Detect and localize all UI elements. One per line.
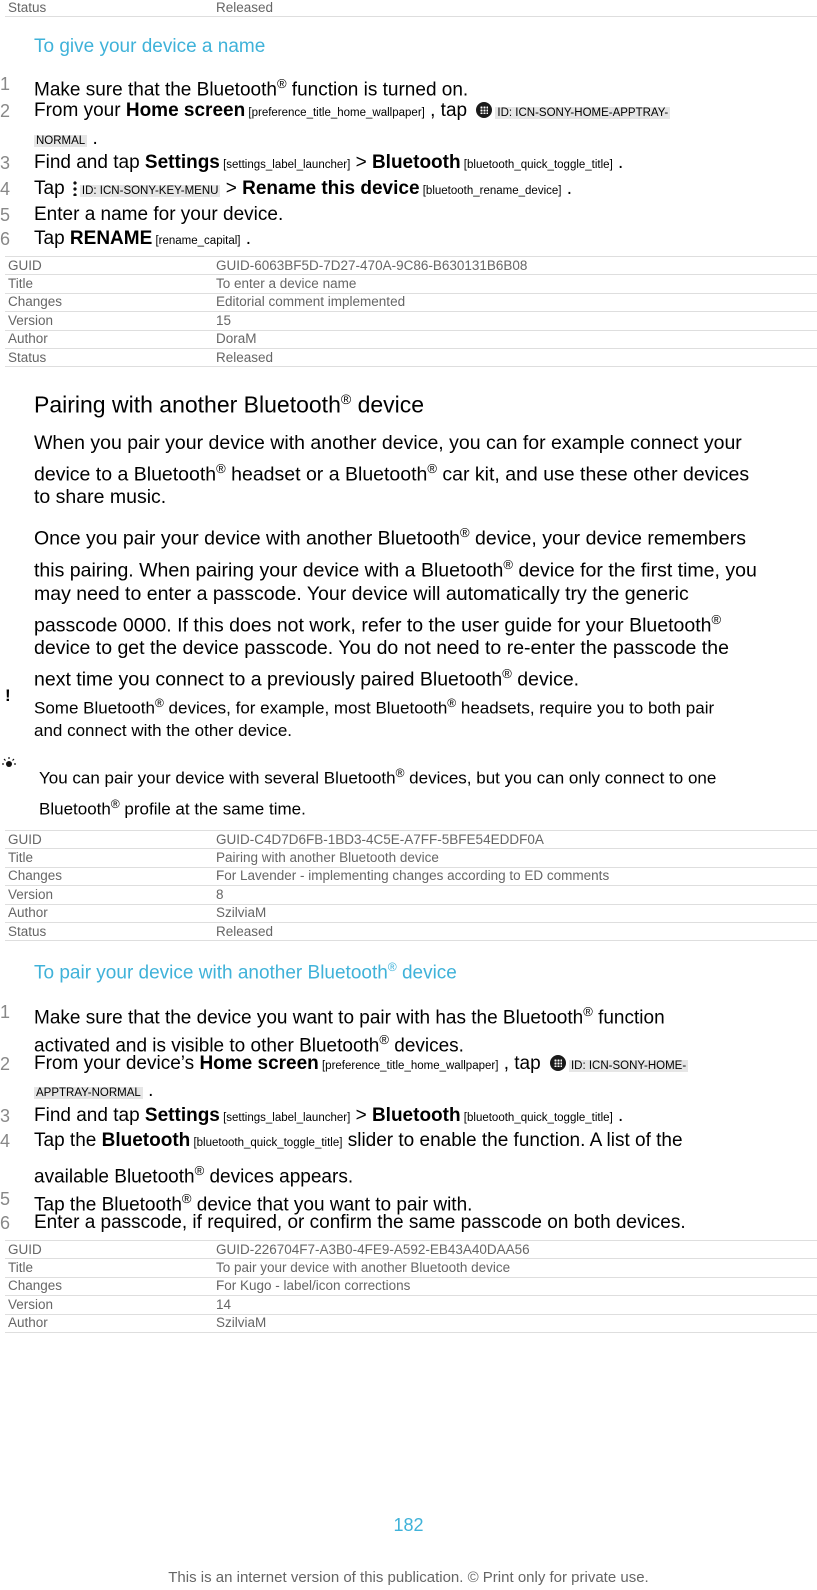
page-number: 182 <box>393 1515 424 1535</box>
step-number: 1 <box>0 1002 11 1022</box>
step-text: Tap RENAME [rename_capital] . <box>34 228 252 249</box>
step-text: Make sure that the Bluetooth® function is turned on. <box>34 76 469 101</box>
footer-notice: This is an internet version of this publication. © Print only for private use. <box>168 1569 649 1586</box>
warning-note: Some Bluetooth® devices, for example, most Bluetooth® headsets, require you to both pair and connect with the other device. <box>34 696 715 740</box>
step-number: 4 <box>0 1131 11 1151</box>
step-number: 3 <box>0 153 11 173</box>
step-text: Enter a name for your device. <box>34 204 284 225</box>
settings-label: Settings <box>144 152 220 173</box>
step-text: Make sure that the device you want to pair with has the Bluetooth® function <box>34 1004 665 1029</box>
paragraph-pairing-intro: When you pair your device with another device, you can for example connect your device to a Bluetooth® headset or a Bluetooth® car kit, and use these other devices to share music. <box>34 432 750 508</box>
home-screen-label: Home screen <box>125 100 246 121</box>
step-number: 4 <box>0 179 11 199</box>
tip-lightbulb-icon <box>0 756 20 776</box>
step-number: 6 <box>0 1213 11 1233</box>
section-heading-pairing: Pairing with another Bluetooth® device <box>34 391 425 418</box>
step-text: Enter a passcode, if required, or confirm the same passcode on both devices. <box>34 1212 686 1233</box>
warning-icon: ! <box>5 686 11 705</box>
top-status-table <box>5 0 817 17</box>
section-heading-name-device: To give your device a name <box>34 36 266 57</box>
meta-value: Released <box>213 0 817 17</box>
step-number: 5 <box>0 1189 11 1209</box>
step-text: Find and tap Settings [settings_label_launcher] > Bluetooth [bluetooth_quick_toggle_title] . <box>34 152 624 173</box>
step-number: 6 <box>0 229 11 249</box>
bluetooth-label: Bluetooth <box>371 152 461 173</box>
paragraph-pairing-details: Once you pair your device with another Bluetooth® device, your device remembers this pairing. When pairing your device with a Bluetooth® device for the first time, you may need to enter a passcode. Your device will automatically try the generic passcode 0000. If this does not work, refer to the user guide for your Bluetooth® device to get the device passcode. You do not need to re-enter the passcode the next time you connect to a previously paired Bluetooth® device. <box>34 525 757 690</box>
step-number: 3 <box>0 1106 11 1126</box>
metadata-table: GUID GUID-C4D7D6FB-1BD3-4C5E-A7FF-5BFE54EDDF0A Title Pairing with another Bluetooth device Changes For Lavender - implementing changes according to ED comments Version 8 Author SzilviaM Status Released <box>5 830 817 941</box>
step-number: 2 <box>0 101 11 121</box>
step-text: Tap the Bluetooth® device that you want to pair with. <box>34 1191 473 1216</box>
step-number: 1 <box>0 74 11 94</box>
home-screen-label: Home screen <box>199 1053 319 1074</box>
step-text: From your device’s Home screen [preference_title_home_wallpaper] , tap ID: ICN-SONY-HOME- <box>34 1053 687 1074</box>
icon-id-label: NORMAL <box>36 135 86 147</box>
step-text: Find and tap Settings [settings_label_launcher] > Bluetooth [bluetooth_quick_toggle_title] . <box>34 1105 624 1126</box>
step-number: 2 <box>0 1054 11 1074</box>
step-text: Tap ID: ICN-SONY-KEY-MENU > Rename this device [bluetooth_rename_device] . <box>34 178 573 199</box>
step-text: From your Home screen [preference_title_home_wallpaper] , tap ID: ICN-SONY-HOME-APPTRAY- <box>34 100 669 121</box>
settings-label: Settings <box>144 1105 220 1126</box>
metadata-table: GUID GUID-226704F7-A3B0-4FE9-A592-EB43A40DAA56 Title To pair your device with another Bluetooth device Changes For Kugo - label/icon corrections Version 14 Author SzilviaM <box>5 1240 817 1333</box>
meta-key: Status <box>5 0 213 17</box>
tip-note: You can pair your device with several Bluetooth® devices, but you can only connect to one Bluetooth® profile at the same time. <box>39 766 717 819</box>
app-tray-icon <box>476 102 492 118</box>
step-number: 5 <box>0 205 11 225</box>
rename-button-label: RENAME <box>69 228 153 249</box>
metadata-table: GUID GUID-6063BF5D-7D27-470A-9C86-B630131B6B08 Title To enter a device name Changes Editorial comment implemented Version 15 Author DoraM Status Released <box>5 256 817 367</box>
app-tray-icon <box>550 1055 566 1071</box>
bluetooth-label: Bluetooth <box>371 1105 461 1126</box>
bluetooth-label: Bluetooth <box>101 1130 191 1151</box>
section-heading-pair-device: To pair your device with another Bluetooth® device <box>34 960 457 984</box>
menu-icon <box>73 180 77 196</box>
step-text: Tap the Bluetooth [bluetooth_quick_toggle_title] slider to enable the function. A list of the <box>34 1130 683 1151</box>
rename-device-label: Rename this device <box>242 178 420 199</box>
